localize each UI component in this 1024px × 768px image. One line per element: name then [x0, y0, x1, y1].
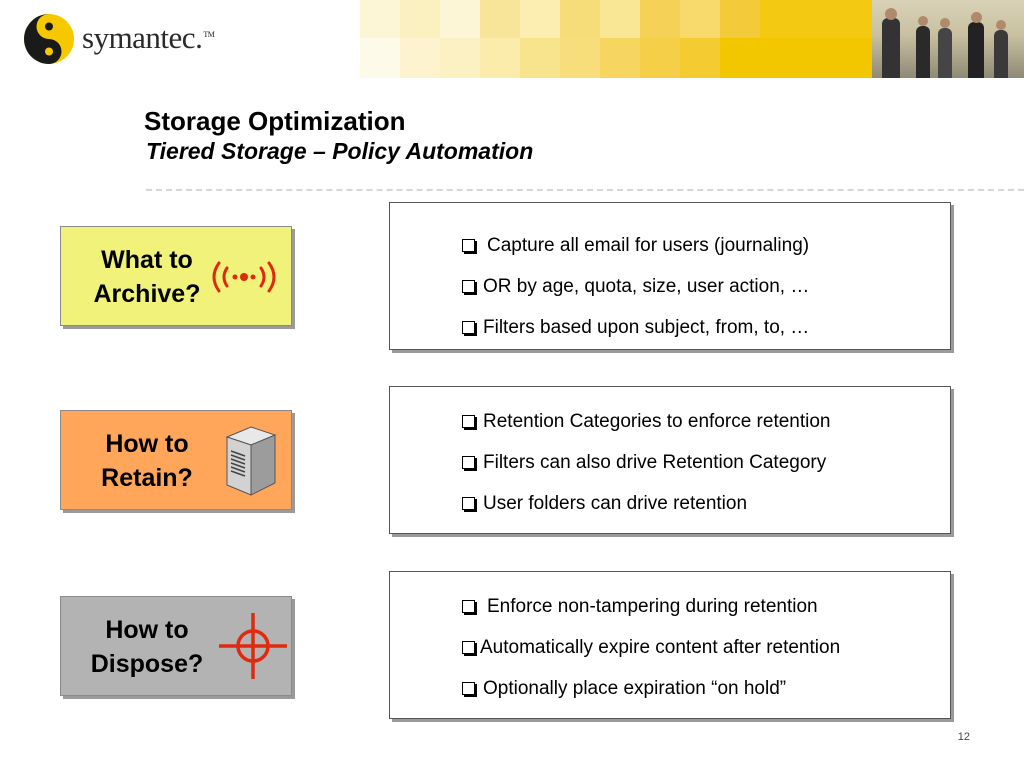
checkbox-bullet-icon — [462, 600, 475, 613]
bullet-item — [462, 266, 809, 307]
bullet-item — [462, 442, 831, 483]
bullet-item — [462, 668, 840, 709]
slide-subtitle: Tiered Storage – Policy Automation — [146, 138, 534, 164]
crosshair-icon — [217, 611, 289, 681]
checkbox-bullet-icon — [462, 497, 475, 510]
disposal-criteria-panel — [389, 571, 951, 719]
bullet-text: OR by age, quota, size, user action, … — [483, 275, 810, 297]
bullet-list — [462, 586, 840, 709]
bullet-item — [462, 307, 809, 348]
bullet-list — [462, 225, 809, 348]
bullet-item — [462, 627, 840, 668]
brand-trademark: TM — [203, 29, 215, 39]
category-label — [69, 613, 225, 681]
category-label-line1: How to — [105, 430, 189, 458]
checkbox-bullet-icon — [462, 321, 475, 334]
bullet-list — [462, 401, 831, 524]
server-icon — [221, 423, 279, 499]
bullet-item — [462, 483, 831, 524]
bullet-text: Optionally place expiration “on hold” — [483, 677, 787, 699]
bullet-text: Retention Categories to enforce retention — [483, 410, 831, 432]
checkbox-bullet-icon — [462, 415, 475, 428]
checkbox-bullet-icon — [462, 456, 475, 469]
title-divider — [146, 189, 1024, 191]
checkbox-bullet-icon — [462, 280, 475, 293]
bullet-text: Filters based upon subject, from, to, … — [483, 316, 810, 338]
category-label-line2: Archive? — [93, 280, 201, 308]
checkbox-bullet-icon — [462, 641, 475, 654]
category-how-to-retain — [60, 410, 292, 510]
category-label-line1: What to — [101, 246, 193, 274]
bullet-text: Filters can also drive Retention Category — [483, 451, 827, 473]
category-label-line2: Dispose? — [90, 650, 204, 678]
bullet-text: User folders can drive retention — [483, 492, 748, 514]
bullet-item — [462, 586, 840, 627]
bullet-text: Enforce non-tampering during retention — [487, 595, 818, 617]
category-label-line2: Retain? — [101, 464, 193, 492]
bullet-item — [462, 225, 809, 266]
bullet-text: Automatically expire content after retention — [480, 636, 841, 658]
business-people-photo — [872, 0, 1024, 78]
category-label — [69, 243, 225, 311]
page-number: 12 — [957, 731, 970, 743]
retention-criteria-panel — [389, 386, 951, 534]
bullet-text: Capture all email for users (journaling) — [487, 234, 810, 256]
bullet-item — [462, 401, 831, 442]
category-label — [69, 427, 225, 495]
symantec-logo-mark-icon — [22, 12, 76, 66]
category-what-to-archive — [60, 226, 292, 326]
symantec-logo — [22, 12, 222, 66]
category-label-line1: How to — [105, 616, 189, 644]
checkbox-bullet-icon — [462, 682, 475, 695]
checkbox-bullet-icon — [462, 239, 475, 252]
broadcast-icon — [207, 257, 281, 297]
brand-name: symantec.™ — [82, 20, 215, 55]
slide-title: Storage Optimization — [144, 106, 406, 136]
category-how-to-dispose — [60, 596, 292, 696]
archive-criteria-panel — [389, 202, 951, 350]
